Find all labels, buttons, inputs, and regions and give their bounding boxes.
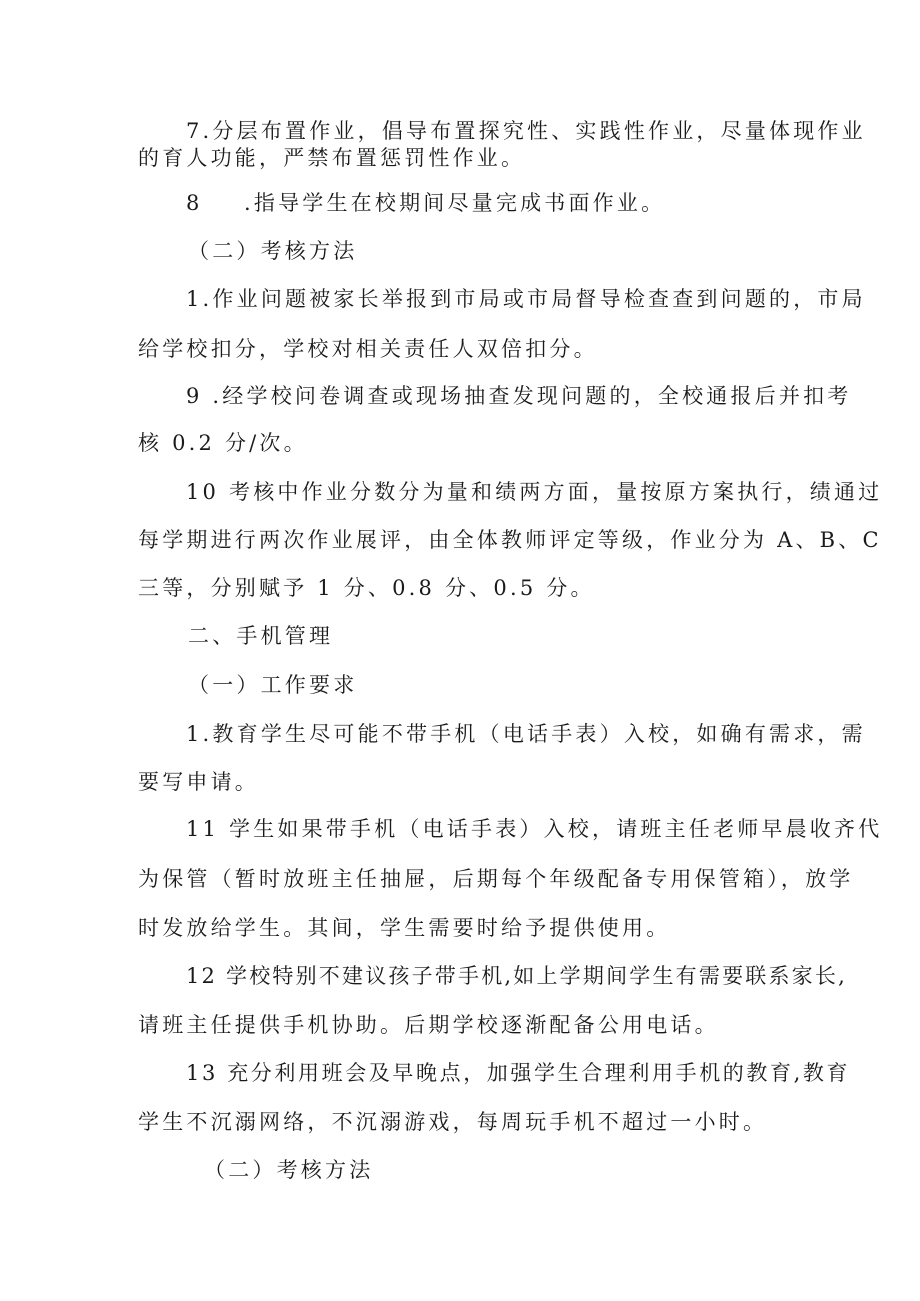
phone-item-11-line-2: 为保管（暂时放班主任抽屉，后期每个年级配备专用保管箱），放学 <box>138 867 854 891</box>
phone-item-12-line-1: 12 学校特别不建议孩子带手机,如上学期间学生有需要联系家长, <box>186 964 847 988</box>
assessment-item-9-line-2: 核 0.2 分/次。 <box>138 431 308 455</box>
phone-item-11-line-3: 时发放给学生。其间，学生需要时给予提供使用。 <box>138 916 671 940</box>
item-7-line-2: 的育人功能，严禁布置惩罚性作业。 <box>138 146 526 170</box>
assessment-item-10-line-1: 10 考核中作业分数分为量和绩两方面，量按原方案执行，绩通过 <box>186 480 883 504</box>
assessment-item-10-line-3: 三等，分别赋予 1 分、0.8 分、0.5 分。 <box>138 576 595 600</box>
assessment-item-10-line-2: 每学期进行两次作业展评，由全体教师评定等级，作业分为 A、B、C <box>138 528 882 552</box>
phone-item-13-line-1: 13 充分利用班会及早晚点，加强学生合理利用手机的教育,教育 <box>186 1061 851 1085</box>
section-heading-assessment-1: （二）考核方法 <box>188 239 358 263</box>
assessment-item-1-line-2: 给学校扣分，学校对相关责任人双倍扣分。 <box>138 337 598 361</box>
phone-item-1-line-2: 要写申请。 <box>138 770 259 794</box>
section-heading-phone-management: 二、手机管理 <box>188 624 334 648</box>
item-8-text: .指导学生在校期间尽量完成书面作业。 <box>244 191 666 215</box>
item-8-number: 8 <box>186 191 203 215</box>
item-7-line-1: 7.分层布置作业，倡导布置探究性、实践性作业，尽量体现作业 <box>186 119 866 143</box>
item-8 <box>186 188 665 218</box>
assessment-item-1-line-1: 1.作业问题被家长举报到市局或市局督导检查查到问题的，市局 <box>186 287 866 311</box>
phone-item-1-line-1: 1.教育学生尽可能不带手机（电话手表）入校，如确有需求，需 <box>186 722 866 746</box>
phone-item-12-line-2: 请班主任提供手机协助。后期学校逐渐配备公用电话。 <box>138 1013 719 1037</box>
phone-item-13-line-2: 学生不沉溺网络，不沉溺游戏，每周玩手机不超过一小时。 <box>138 1110 768 1134</box>
section-heading-assessment-2: （二）考核方法 <box>204 1158 374 1182</box>
phone-item-11-line-1: 11 学生如果带手机（电话手表）入校，请班主任老师早晨收齐代 <box>186 817 883 841</box>
section-heading-work-requirements: （一）工作要求 <box>188 673 358 697</box>
assessment-item-9-line-1: 9 .经学校问卷调查或现场抽查发现问题的，全校通报后并扣考 <box>186 384 852 408</box>
